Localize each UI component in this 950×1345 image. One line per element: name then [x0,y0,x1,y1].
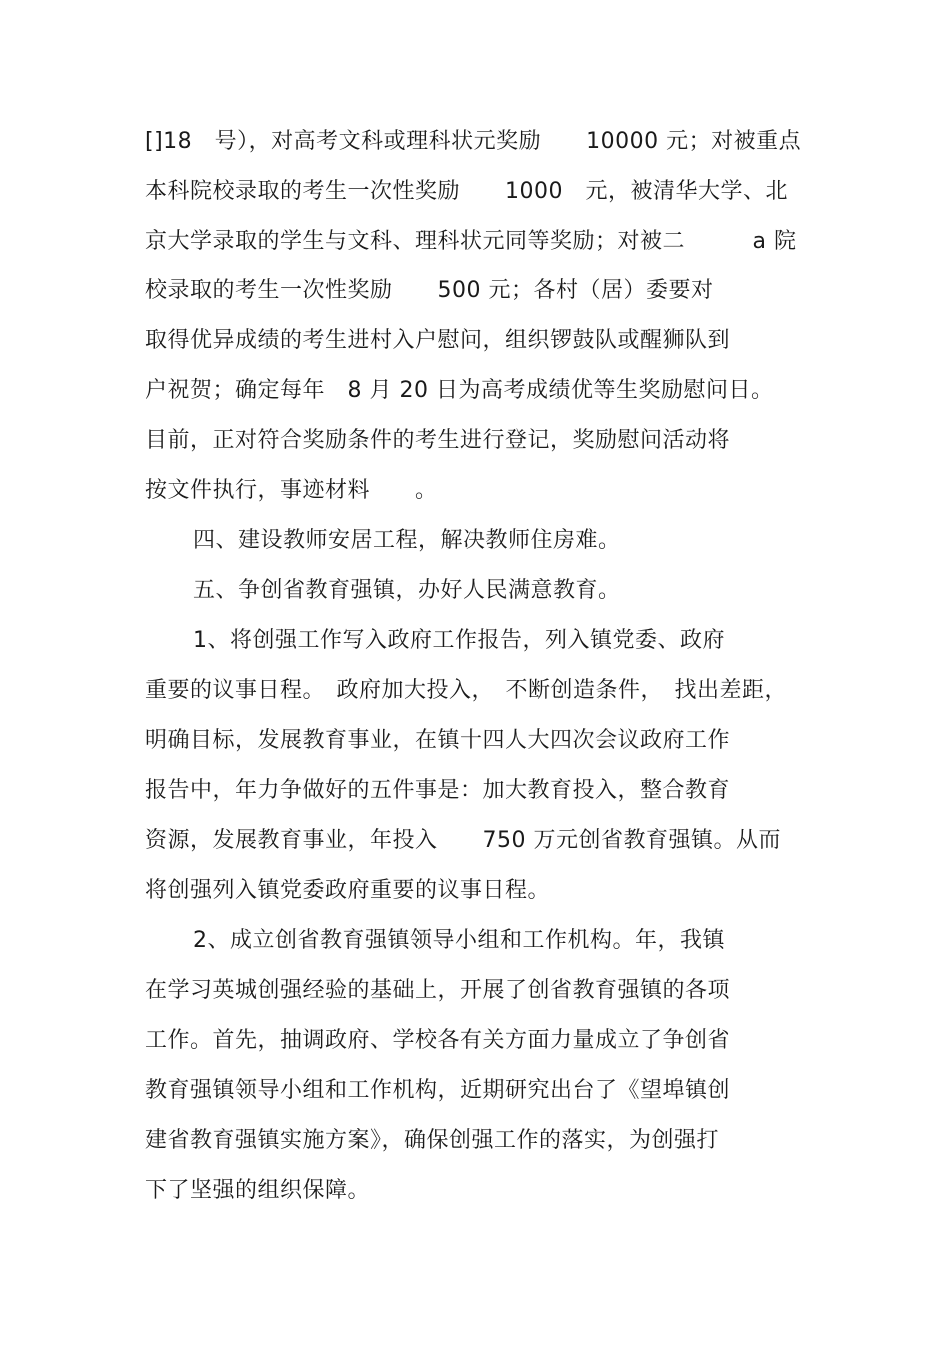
text-line: 将创强列入镇党委政府重要的议事日程。 [145,878,551,903]
text-line: 资源，发展教育事业，年投入 750 万元创省教育强镇。从而 [145,828,781,853]
section-heading: 五、争创省教育强镇，办好人民满意教育。 [193,578,621,603]
text-line: 户祝贺；确定每年 8 月 20 日为高考成绩优等生奖励慰问日。 [145,378,774,403]
text-line: 工作。首先，抽调政府、学校各有关方面力量成立了争创省 [145,1028,731,1053]
paragraph-start: 1、将创强工作写入政府工作报告，列入镇党委、政府 [193,628,725,653]
text-line: []18 号），对高考文科或理科状元奖励 10000 元；对被重点 [145,129,802,154]
section-heading: 四、建设教师安居工程，解决教师住房难。 [193,528,621,553]
text-line: 下了坚强的组织保障。 [145,1178,371,1203]
text-line: 报告中，年力争做好的五件事是：加大教育投入，整合教育 [145,778,731,803]
text-line: 重要的议事日程。 政府加大投入， 不断创造条件， 找出差距， [145,678,788,703]
text-line: 按文件执行，事迹材料 。 [145,478,438,503]
text-line: 在学习英城创强经验的基础上，开展了创省教育强镇的各项 [145,978,731,1003]
text-line: 取得优异成绩的考生进村入户慰问，组织锣鼓队或醒狮队到 [145,328,731,353]
paragraph-start: 2、成立创省教育强镇领导小组和工作机构。年，我镇 [193,928,725,953]
text-line: 目前，正对符合奖励条件的考生进行登记，奖励慰问活动将 [145,428,731,453]
text-line: 校录取的考生一次性奖励 500 元；各村（居）委要对 [145,278,714,303]
text-line: 建省教育强镇实施方案》，确保创强工作的落实，为创强打 [145,1128,720,1153]
text-line: 教育强镇领导小组和工作机构，近期研究出台了《望埠镇创 [145,1078,731,1103]
text-line: 本科院校录取的考生一次性奖励 1000 元，被清华大学、北 [145,179,788,204]
text-line: 京大学录取的学生与文科、理科状元同等奖励；对被二 a 院 [145,229,797,254]
text-line: 明确目标，发展教育事业，在镇十四人大四次会议政府工作 [145,728,731,753]
